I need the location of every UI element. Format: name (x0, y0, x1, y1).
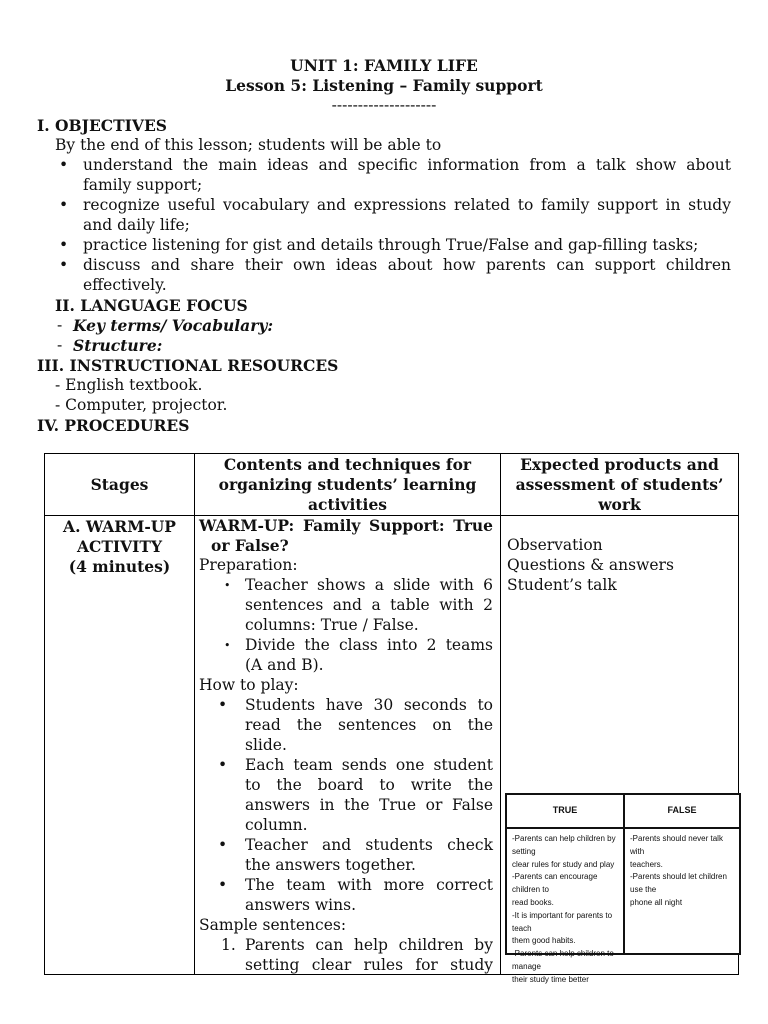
false-column (625, 795, 739, 953)
true-false-slide-image (505, 793, 741, 984)
prep-1-line-3: columns: True / False. (245, 616, 419, 634)
procedures-heading: IV. PROCEDURES (37, 416, 190, 435)
objective-2-line-2: and daily life; (83, 216, 190, 234)
lesson-title: Lesson 5: Listening – Family support (225, 76, 543, 95)
prep-1-line-2: sentences and a table with 2 (245, 596, 493, 614)
bullet: • (218, 756, 228, 774)
prep-2-line-2: (A and B). (245, 656, 324, 674)
bullet: • (59, 236, 69, 254)
howto-2-line-2: to the board to write the (245, 776, 493, 794)
howto-3-line-1: Teacher and students check (245, 836, 493, 854)
sample-1-line-2: setting clear rules for study (245, 956, 493, 974)
dash: - (57, 336, 63, 354)
resources-heading: III. INSTRUCTIONAL RESOURCES (37, 356, 339, 375)
title-divider: -------------------- (331, 96, 437, 114)
dash: - (57, 316, 63, 334)
objective-2-line-1: recognize useful vocabulary and expressions related to family support in study (83, 196, 731, 214)
true-items: -Parents can help children by setting clear rules for study and play -Parents can encourage children to read books. -It is important for parents to teach them good habits. -Parents can help children to manage their study time better (512, 834, 616, 984)
resource-item-2: - Computer, projector. (55, 396, 228, 414)
unit-title: UNIT 1: FAMILY LIFE (290, 56, 478, 75)
assessment-item: Observation (507, 536, 603, 554)
objective-1-line-2: family support; (83, 176, 203, 194)
howto-4-line-2: answers wins. (245, 896, 356, 914)
bullet: • (218, 836, 228, 854)
header-assessment: Expected products and assessment of students’ work (501, 454, 739, 516)
assessment-item: Student’s talk (507, 576, 617, 594)
header-contents: Contents and techniques for organizing students’ learning activities (195, 454, 501, 516)
preparation-label: Preparation: (199, 556, 298, 574)
howto-2-line-4: column. (245, 816, 308, 834)
bullet: • (218, 876, 228, 894)
objective-3-line-1: practice listening for gist and details through True/False and gap-filling tasks; (83, 236, 699, 254)
howto-2-line-3: answers in the True or False (245, 796, 493, 814)
bullet: • (224, 639, 231, 652)
false-header: FALSE (625, 795, 739, 829)
true-column (507, 795, 625, 984)
stage-cell (45, 516, 195, 975)
objective-4-line-2: effectively. (83, 276, 167, 294)
header-stages: Stages (45, 454, 195, 516)
table-header-row (45, 454, 739, 516)
objectives-intro: By the end of this lesson; students will be able to (55, 136, 442, 154)
objective-1-line-1: understand the main ideas and specific information from a talk show about (83, 156, 731, 174)
bullet: • (224, 579, 231, 592)
stage-line: (4 minutes) (68, 557, 171, 576)
vocab-label: Key terms/ Vocabulary: (73, 316, 274, 335)
resource-item-1: - English textbook. (55, 376, 203, 394)
language-focus-heading: II. LANGUAGE FOCUS (55, 296, 248, 315)
prep-1-line-1: Teacher shows a slide with 6 (245, 576, 493, 594)
prep-2-line-1: Divide the class into 2 teams (245, 636, 493, 654)
warmup-title-line-2: or False? (211, 536, 289, 555)
howto-3-line-2: the answers together. (245, 856, 416, 874)
sample-sentences-label: Sample sentences: (199, 916, 347, 934)
howto-1-line-2: read the sentences on the (245, 716, 493, 734)
howto-4-line-1: The team with more correct (245, 876, 493, 894)
howto-1-line-1: Students have 30 seconds to (245, 696, 493, 714)
bullet: • (218, 696, 228, 714)
howto-2-line-1: Each team sends one student (245, 756, 493, 774)
structure-label: Structure: (73, 336, 163, 355)
stage-line: A. WARM-UP (63, 517, 176, 536)
how-to-play-label: How to play: (199, 676, 299, 694)
bullet: • (59, 256, 69, 274)
howto-1-line-3: slide. (245, 736, 287, 754)
bullet: • (59, 156, 69, 174)
true-header: TRUE (507, 795, 623, 829)
false-items: -Parents should never talk with teachers. -Parents should let children use the phone all night (630, 834, 727, 907)
objective-4-line-1: discuss and share their own ideas about how parents can support children (83, 256, 731, 274)
assessment-item: Questions & answers (507, 556, 674, 574)
warmup-title-line-1: WARM-UP: Family Support: True (199, 516, 493, 535)
objectives-heading: I. OBJECTIVES (37, 116, 167, 135)
bullet: • (59, 196, 69, 214)
sample-number: 1. (221, 936, 236, 954)
stage-line: ACTIVITY (76, 537, 163, 556)
sample-1-line-1: Parents can help children by (245, 936, 493, 954)
